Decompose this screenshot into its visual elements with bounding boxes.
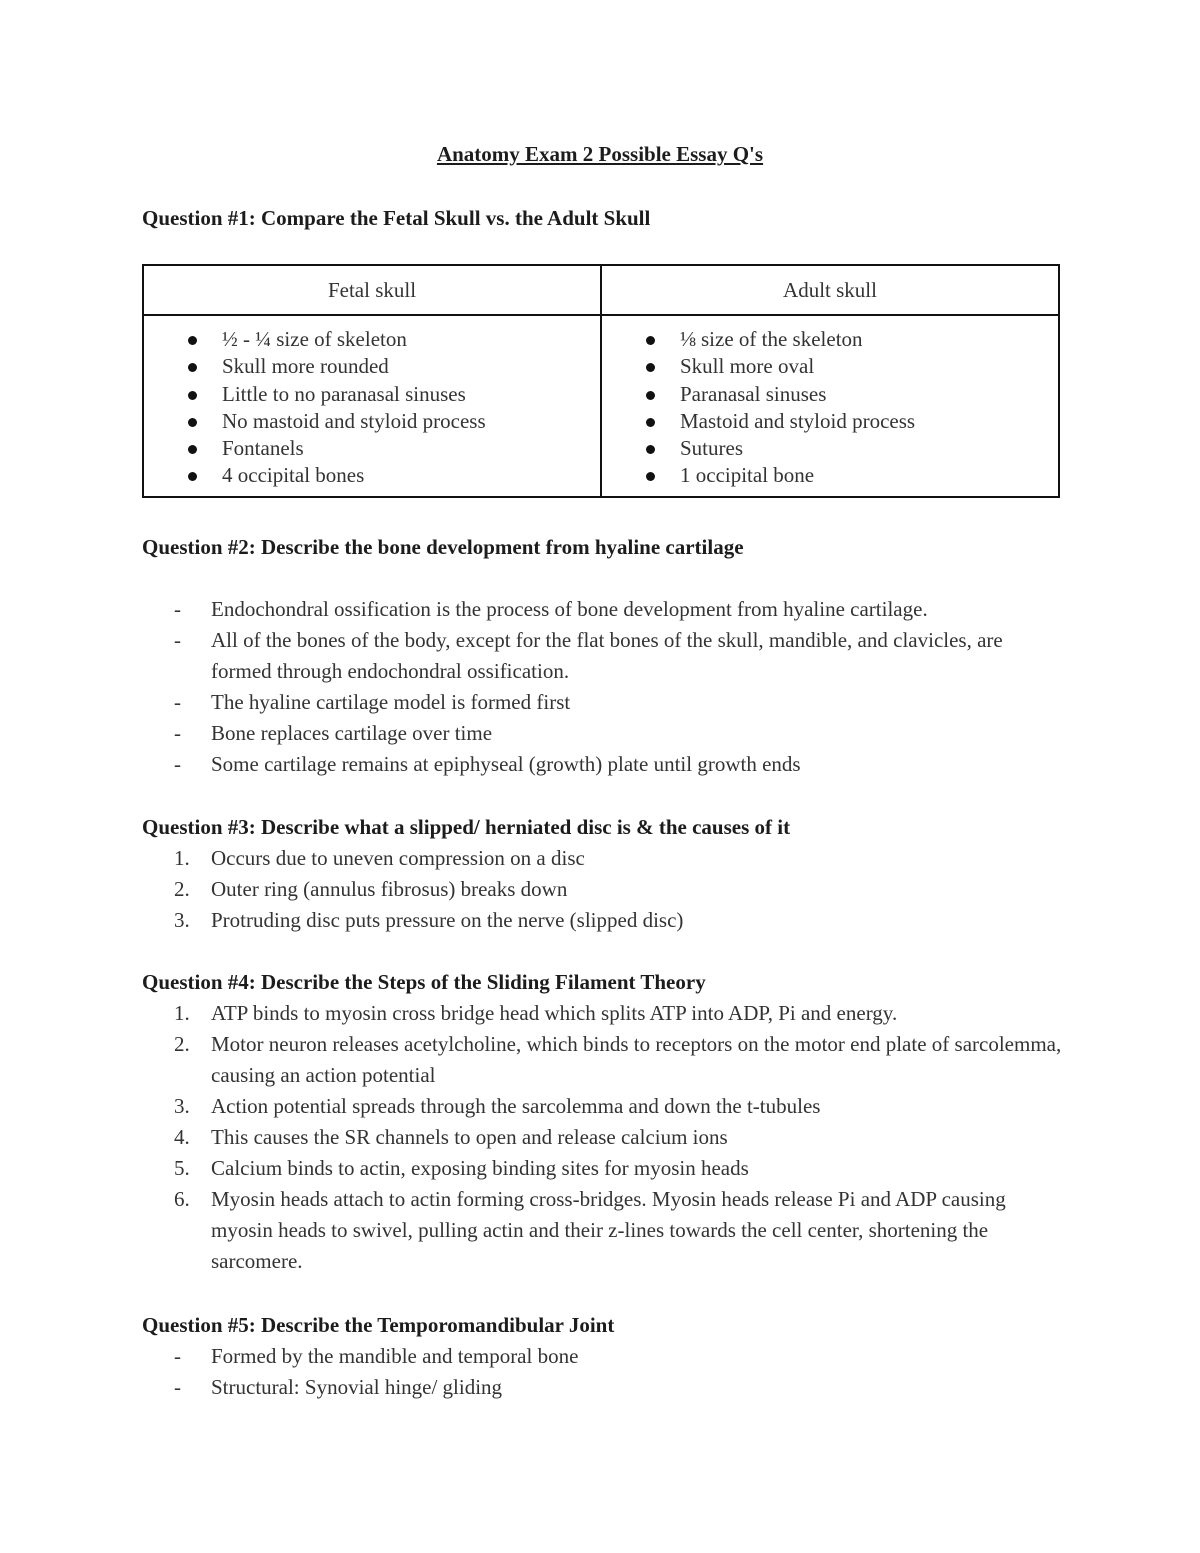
page-title: Anatomy Exam 2 Possible Essay Q's (436, 142, 764, 166)
fetal-skull-header: Fetal skull (143, 265, 601, 315)
question-4-list (142, 998, 1062, 1277)
dash-marker: - (174, 628, 181, 652)
dash-marker: - (174, 721, 181, 745)
dash-marker: - (174, 1344, 181, 1368)
list-item-text: 4 occipital bones (222, 463, 365, 488)
list-item-text: No mastoid and styloid process (222, 408, 486, 433)
list-item-text: Skull more rounded (222, 354, 389, 379)
list-item (188, 462, 600, 489)
bullet-icon (646, 445, 655, 454)
table-header-row (143, 265, 1059, 315)
adult-skull-list (602, 326, 1058, 490)
list-item-text: Fontanels (222, 436, 304, 461)
list-item (188, 326, 600, 353)
list-item (142, 905, 1062, 936)
list-item-text: Endochondral ossification is the process of bone development from hyaline cartilage. (211, 597, 928, 621)
list-item-text: 1 occipital bone (680, 463, 815, 488)
list-item (188, 381, 600, 408)
list-item (646, 408, 1058, 435)
number-marker: 1. (174, 1001, 190, 1025)
list-item-text: Bone replaces cartilage over time (211, 721, 493, 745)
question-2-heading: Question #2: Describe the bone development from hyaline cartilage (142, 535, 744, 559)
list-item-text: Little to no paranasal sinuses (222, 381, 466, 406)
list-item (142, 843, 1062, 874)
bullet-icon (646, 363, 655, 372)
list-item-text: The hyaline cartilage model is formed first (211, 690, 571, 714)
list-item-text: Mastoid and styloid process (680, 408, 916, 433)
list-item-text: Some cartilage remains at epiphyseal (growth) plate until growth ends (211, 752, 801, 776)
list-item (142, 749, 1062, 780)
fetal-skull-list (144, 326, 600, 490)
list-item-text: Occurs due to uneven compression on a disc (211, 846, 585, 870)
list-item (646, 462, 1058, 489)
list-item (646, 381, 1058, 408)
list-item (188, 408, 600, 435)
number-marker: 4. (174, 1125, 190, 1149)
list-item-text: Protruding disc puts pressure on the nerve (slipped disc) (211, 908, 684, 932)
list-item (646, 353, 1058, 380)
dash-marker: - (174, 1375, 181, 1399)
question-3-list (142, 843, 1062, 936)
list-item (142, 1372, 1062, 1403)
list-item-text: Calcium binds to actin, exposing binding sites for myosin heads (211, 1156, 749, 1180)
table-body-row (143, 315, 1059, 497)
list-item (142, 687, 1062, 718)
list-item-text: Outer ring (annulus fibrosus) breaks down (211, 877, 568, 901)
dash-marker: - (174, 690, 181, 714)
list-item-text: Skull more oval (680, 354, 815, 379)
number-marker: 3. (174, 1094, 190, 1118)
number-marker: 6. (174, 1187, 190, 1211)
list-item-text: Sutures (680, 436, 743, 461)
dash-marker: - (174, 597, 181, 621)
list-item-text: Structural: Synovial hinge/ gliding (211, 1375, 503, 1399)
list-item-text: This causes the SR channels to open and release calcium ions (211, 1125, 728, 1149)
bullet-icon (188, 391, 197, 400)
question-1-heading: Question #1: Compare the Fetal Skull vs. the Adult Skull (142, 206, 651, 230)
list-item-text: Paranasal sinuses (680, 381, 827, 406)
list-item-text: Formed by the mandible and temporal bone (211, 1344, 579, 1368)
bullet-icon (646, 391, 655, 400)
bullet-icon (188, 363, 197, 372)
list-item (142, 594, 1062, 625)
list-item (646, 326, 1058, 353)
list-item (142, 718, 1062, 749)
list-item (142, 874, 1062, 905)
adult-skull-cell (601, 315, 1059, 497)
number-marker: 5. (174, 1156, 190, 1180)
list-item (142, 625, 1062, 687)
number-marker: 2. (174, 877, 190, 901)
list-item-text: Action potential spreads through the sarcolemma and down the t-tubules (211, 1094, 821, 1118)
bullet-icon (188, 418, 197, 427)
list-item (142, 1153, 1062, 1184)
bullet-icon (646, 472, 655, 481)
skull-comparison-table (142, 264, 1060, 498)
list-item-text: ½ - ¼ size of skeleton (222, 327, 407, 351)
list-item (188, 353, 600, 380)
list-item (142, 1184, 1062, 1277)
list-item (142, 1091, 1062, 1122)
list-item-text: ⅛ size of the skeleton (680, 327, 863, 351)
bullet-icon (188, 336, 197, 345)
question-5-list (142, 1341, 1062, 1403)
list-item-text: Myosin heads attach to actin forming cross-bridges. Myosin heads release Pi and ADP causing myosin heads to swivel, pulling actin and their z-lines towards the cell center, shortening the sarcomere. (211, 1187, 1006, 1273)
number-marker: 3. (174, 908, 190, 932)
number-marker: 1. (174, 846, 190, 870)
bullet-icon (646, 418, 655, 427)
list-item (188, 435, 600, 462)
adult-skull-header: Adult skull (601, 265, 1059, 315)
list-item-text: ATP binds to myosin cross bridge head which splits ATP into ADP, Pi and energy. (211, 1001, 898, 1025)
list-item-text: All of the bones of the body, except for the flat bones of the skull, mandible, and clavicles, are formed through endochondral ossification. (211, 628, 1003, 683)
list-item (142, 1341, 1062, 1372)
list-item (142, 1029, 1062, 1091)
fetal-skull-cell (143, 315, 601, 497)
question-4-heading: Question #4: Describe the Steps of the Sliding Filament Theory (142, 970, 706, 994)
question-3-heading: Question #3: Describe what a slipped/ herniated disc is & the causes of it (142, 815, 791, 839)
bullet-icon (188, 445, 197, 454)
number-marker: 2. (174, 1032, 190, 1056)
bullet-icon (646, 336, 655, 345)
list-item (142, 1122, 1062, 1153)
list-item (142, 998, 1062, 1029)
list-item-text: Motor neuron releases acetylcholine, which binds to receptors on the motor end plate of sarcolemma, causing an action potential (211, 1032, 1062, 1087)
question-2-list (142, 594, 1062, 780)
list-item (646, 435, 1058, 462)
question-5-heading: Question #5: Describe the Temporomandibular Joint (142, 1313, 615, 1337)
dash-marker: - (174, 752, 181, 776)
bullet-icon (188, 472, 197, 481)
